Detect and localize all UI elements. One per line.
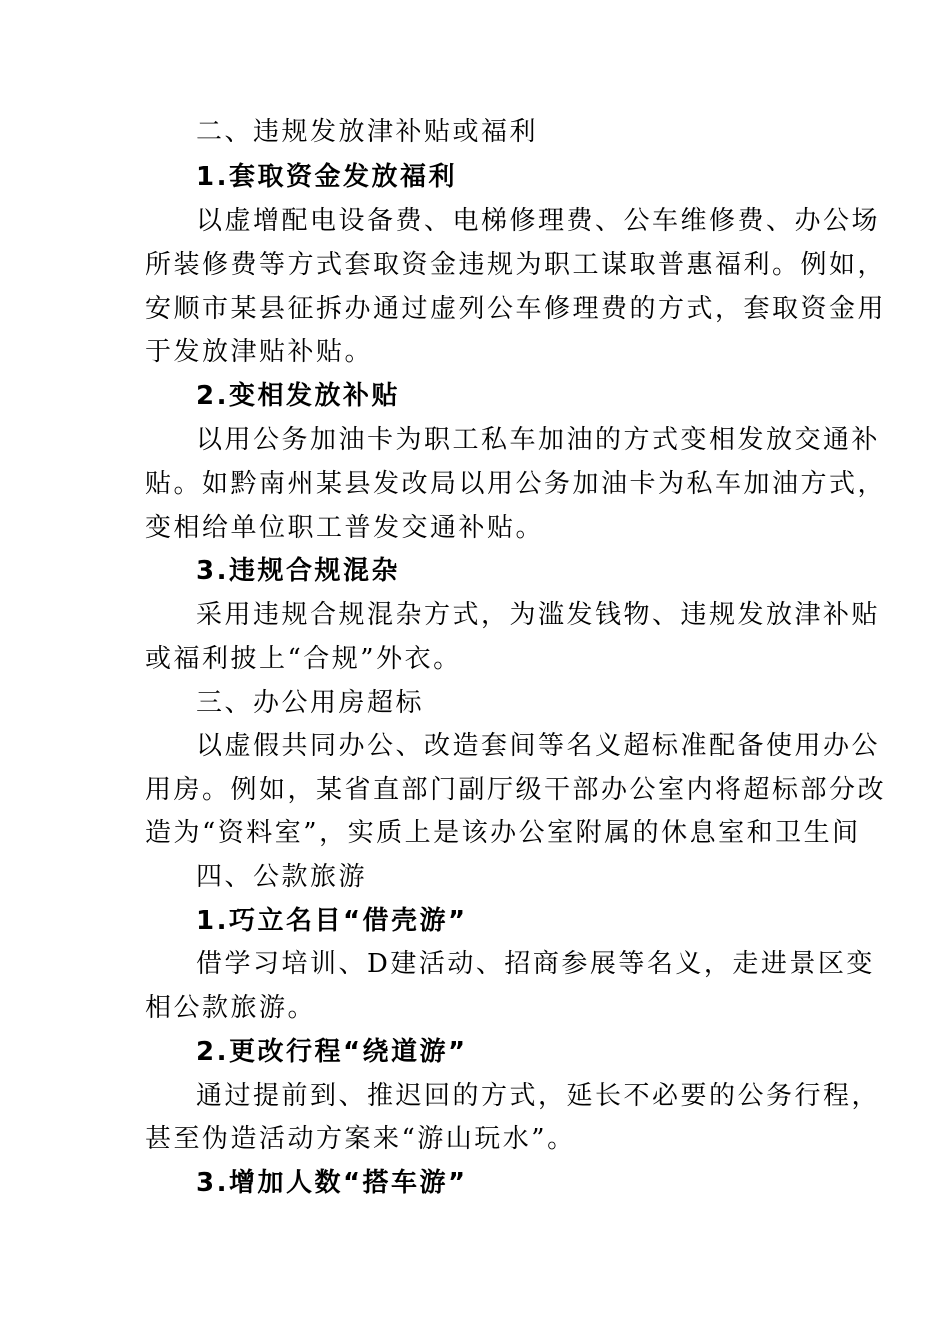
subsection-heading: 3.增加人数“搭车游” [196, 1168, 468, 1198]
paragraph-line: 甚至伪造活动方案来“游山玩水”。 [145, 1124, 576, 1154]
paragraph-line: 造为“资料室”，实质上是该办公室附属的休息室和卫生间 [145, 818, 861, 848]
subsection-heading: 2.更改行程“绕道游” [196, 1037, 468, 1067]
paragraph-line: 或福利披上“合规”外衣。 [145, 644, 462, 674]
paragraph-line: 以用公务加油卡为职工私车加油的方式变相发放交通补 [196, 425, 881, 455]
paragraph-line: 于发放津贴补贴。 [145, 337, 374, 367]
paragraph-line: 通过提前到、推迟回的方式，延长不必要的公务行程， [196, 1081, 881, 1111]
paragraph-line: 以虚增配电设备费、电梯修理费、公车维修费、办公场 [196, 206, 881, 236]
section-heading: 二、违规发放津补贴或福利 [196, 117, 539, 147]
paragraph-line: 安顺市某县征拆办通过虚列公车修理费的方式，套取资金用 [145, 294, 887, 324]
section-heading: 四、公款旅游 [196, 862, 368, 892]
paragraph-line: 以虚假共同办公、改造套间等名义超标准配备使用办公 [196, 731, 881, 761]
paragraph-line: 贴。如黔南州某县发改局以用公务加油卡为私车加油方式， [145, 469, 887, 499]
paragraph-line: 采用违规合规混杂方式，为滥发钱物、违规发放津补贴 [196, 600, 881, 630]
subsection-heading: 1.巧立名目“借壳游” [196, 906, 468, 936]
section-heading: 三、办公用房超标 [196, 688, 425, 718]
paragraph-line: 借学习培训、D建活动、招商参展等名义，走进景区变 [196, 949, 875, 979]
paragraph-line: 变相给单位职工普发交通补贴。 [145, 513, 545, 543]
paragraph-line: 用房。例如，某省直部门副厅级干部办公室内将超标部分改 [145, 775, 887, 805]
subsection-heading: 3.违规合规混杂 [196, 556, 400, 586]
paragraph-line: 相公款旅游。 [145, 993, 317, 1023]
subsection-heading: 1.套取资金发放福利 [196, 162, 457, 192]
subsection-heading: 2.变相发放补贴 [196, 381, 400, 411]
paragraph-line: 所装修费等方式套取资金违规为职工谋取普惠福利。例如， [145, 250, 887, 280]
